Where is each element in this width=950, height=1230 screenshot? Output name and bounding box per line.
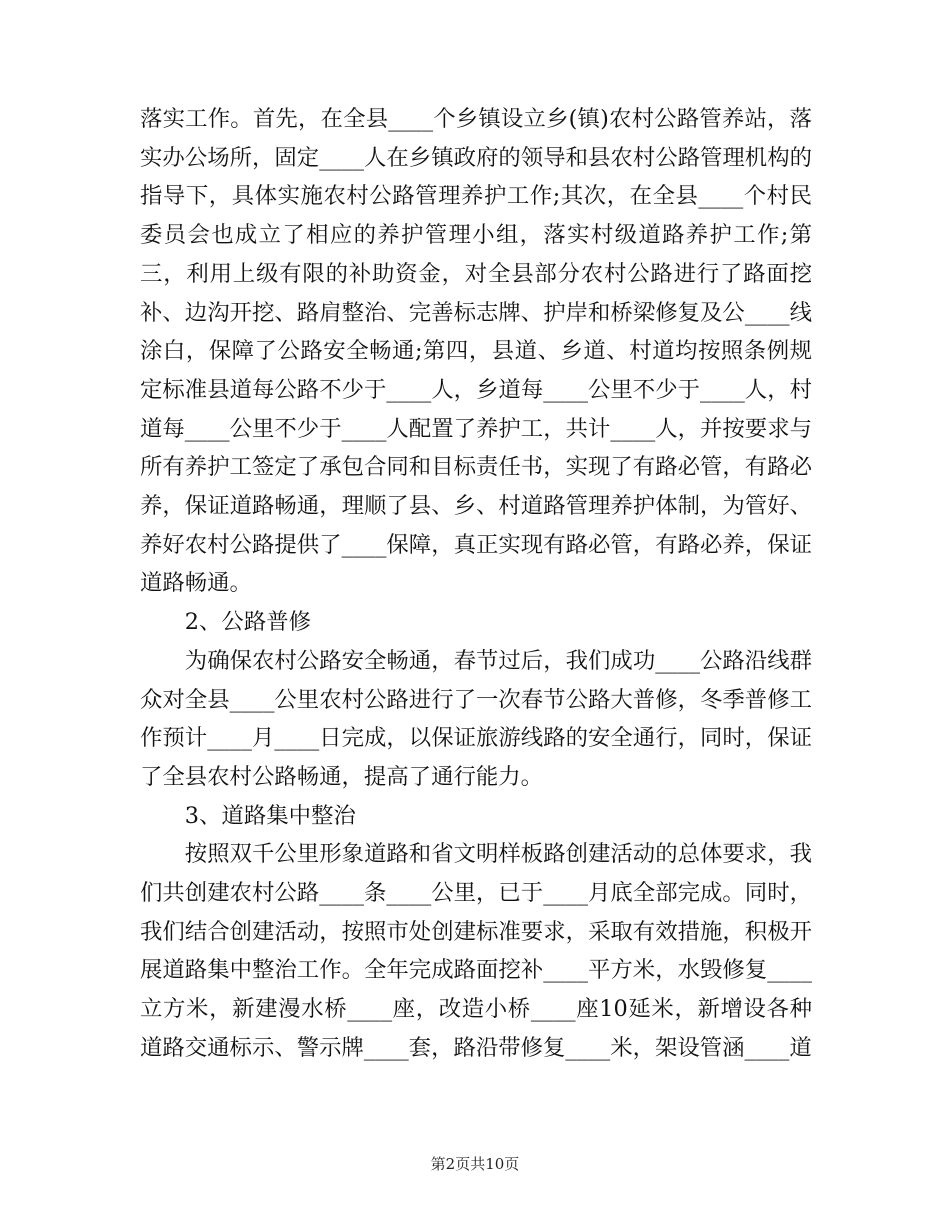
section-heading-road-rectification: 3、道路集中整治 — [184, 802, 356, 829]
paragraph-road-rectification: 按照双千公里形象道路和省文明样板路创建活动的总体要求，我们共创建农村公路____条____公里，已于____月底全部完成。同时，我们结合创建活动，按照市处创建标准要求，采取有效措施，积极开展道路集中整治工作。全年完成路面挖补____平方米，水毁修复____立方米，新建漫水桥____座，改造小桥____座10延米，新增设各种道路交通标示、警示牌____套，路沿带修复____米，架设管涵____道 — [140, 841, 812, 1061]
paragraph-management-work: 落实工作。首先，在全县____个乡镇设立乡(镇)农村公路管养站，落实办公场所，固定____人在乡镇政府的领导和县农村公路管理机构的指导下，具体实施农村公路管理养护工作;其次，在全县____个村民委员会也成立了相应的养护管理小组，落实村级道路养护工作;第三，利用上级有限的补助资金，对全县部分农村公路进行了路面挖补、边沟开挖、路肩整治、完善标志牌、护岸和桥梁修复及公____线涂白，保障了公路安全畅通;第四，县道、乡道、村道均按照条例规定标准县道每公路不少于____人，乡道每____公里不少于____人，村道每____公里不少于____人配置了养护工，共计____人，并按要求与所有养护工签定了承包合同和目标责任书，实现了有路必管，有路必养，保证道路畅通，理顺了县、乡、村道路管理养护体制，为管好、养好农村公路提供了____保障，真正实现有路必管，有路必养，保证道路畅通。 — [140, 106, 812, 597]
section-heading-road-repair: 2、公路普修 — [184, 609, 311, 636]
document-body — [140, 100, 812, 1068]
page-number-footer: 第2页共10页 — [430, 1155, 520, 1173]
paragraph-road-repair: 为确保农村公路安全畅通，春节过后，我们成功____公路沿线群众对全县____公里农村公路进行了一次春节公路大普修，冬季普修工作预计____月____日完成，以保证旅游线路的安全通行，同时，保证了全县农村公路畅通，提高了通行能力。 — [140, 647, 812, 790]
